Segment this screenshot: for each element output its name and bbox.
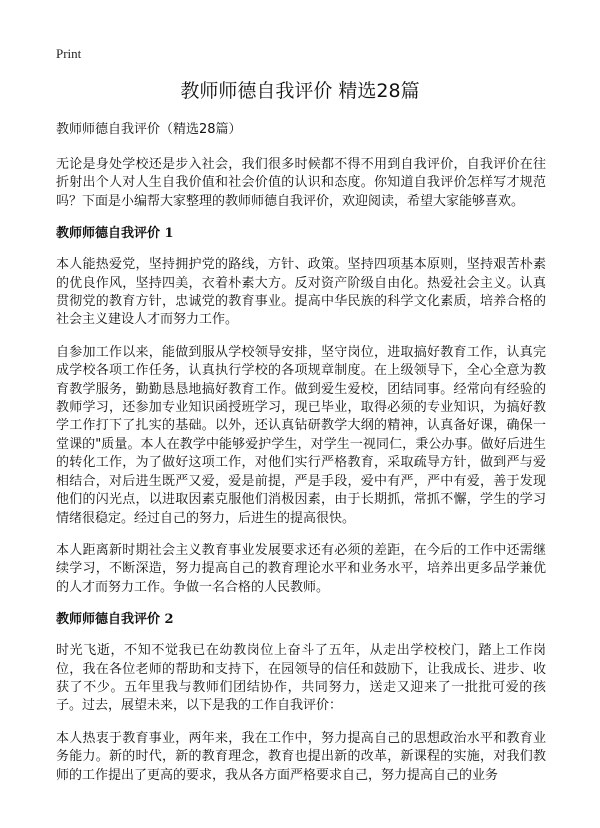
document-body — [56, 120, 546, 799]
page-title: 教师师德自我评价 精选28篇 — [180, 80, 420, 102]
section-paragraph: 时光飞逝，不知不觉我已在幼教岗位上奋斗了五年，从走出学校校门，踏上工作岗位，我在各位老师的帮助和支持下，在园领导的信任和鼓励下，让我成长、进步、收获了不少。五年里我与教师们团结协作，共同努力，送走又迎来了一批批可爱的孩子。过去，展望未来，以下是我的工作自我评价： — [56, 643, 546, 714]
print-link[interactable]: Print — [56, 46, 82, 61]
document-subtitle: 教师师德自我评价（精选28篇） — [56, 122, 242, 137]
section-heading: 教师师德自我评价 2 — [56, 612, 174, 628]
section-2 — [56, 611, 546, 785]
section-paragraph: 本人能热爱党，坚持拥护党的路线，方针、政策。坚持四项基本原则，坚持艰苦朴素的优良作风，坚持四美，衣着朴素大方。反对资产阶级自由化。热爱社会主义。认真贯彻党的教育方针，忠诚党的教育事业。提高中华民族的科学文化素质，培养合格的社会主义建设人才而努力工作。 — [56, 257, 546, 328]
section-paragraph: 本人热衷于教育事业，两年来，我在工作中，努力提高自己的思想政治水平和教育业务能力。新的时代，新的教育理念，教育也提出新的改革，新课程的实施，对我们教师的工作提出了更高的要求，我从各方面严格要求自己，努力提高自己的业务 — [56, 730, 546, 783]
intro-paragraph: 无论是身处学校还是步入社会，我们很多时候都不得不用到自我评价，自我评价在往折射出个人对人生自我价值和社会价值的认识和态度。你知道自我评价怎样写才规范吗？下面是小编帮大家整理的教师师德自我评价，欢迎阅读，希望大家能够喜欢。 — [56, 157, 546, 209]
section-1 — [56, 225, 546, 597]
section-paragraph: 本人距离新时期社会主义教育事业发展要求还有必须的差距，在今后的工作中还需继续学习，不断深造，努力提高自己的教育理论水平和业务水平，培养出更多品学兼优的人才而努力工作。争做一名合格的人民教师。 — [56, 542, 546, 595]
section-paragraph: 自参加工作以来，能做到服从学校领导安排，坚守岗位，进取搞好教育工作，认真完成学校各项工作任务，认真执行学校的各项规章制度。在上级领导下，全心全意为教育教学服务，勤勤恳恳地搞好教育工作。做到爱生爱校，团结同事。经常向有经验的教师学习，还参加专业知识函授班学习，现已毕业，取得必须的专业知识，为搞好教学工作打下了扎实的基础。以外，还认真钻研教学大纲的精神，认真备好课，确保一堂课的"质量。本人在教学中能够爱护学生，对学生一视同仁，秉公办事。做好后进生的转化工作，为了做好这项工作，对他们实行严格教育，采取疏导方针，做到严与爱相结合，对后进生既严又爱，爱是前提，严是手段，爱中有严，严中有爱，善于发现他们的闪光点，以进取因素克服他们消极因素，由于长期抓，常抓不懈，学生的学习情绪很稳定。经过自己的努力，后进生的提高很快。 — [56, 344, 546, 526]
section-heading: 教师师德自我评价 1 — [56, 226, 174, 242]
